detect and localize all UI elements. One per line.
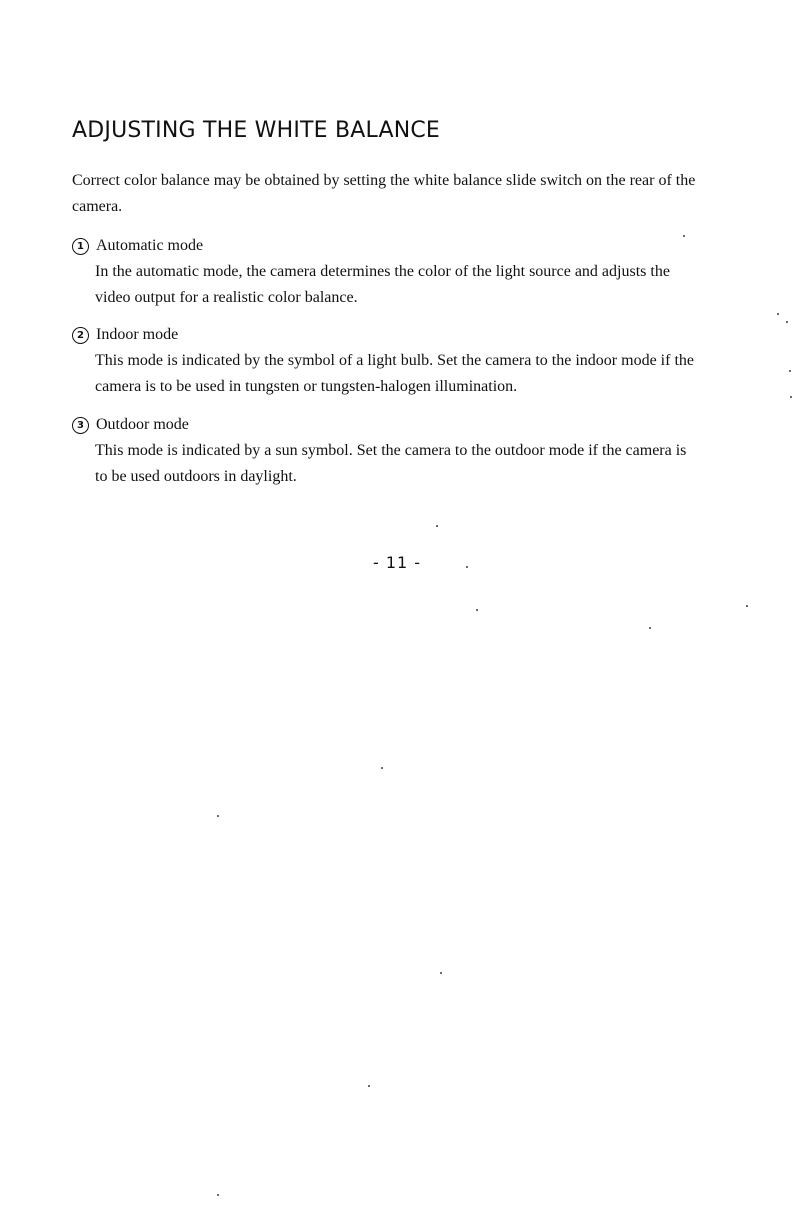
scan-speck — [786, 321, 788, 323]
scan-speck — [440, 972, 442, 974]
scan-speck — [368, 1085, 370, 1087]
scan-speck — [789, 370, 791, 372]
mode-item-indoor — [72, 323, 702, 400]
scan-speck — [381, 767, 383, 769]
scan-speck — [790, 396, 792, 398]
mode-description: This mode is indicated by a sun symbol. Set the camera to the outdoor mode if the camera is to be used outdoors in daylight. — [95, 442, 687, 485]
mode-description: This mode is indicated by the symbol of a light bulb. Set the camera to the indoor mode if the camera is to be used in tungsten or tungsten-halogen illumination. — [95, 352, 694, 395]
mode-title: Indoor mode — [96, 326, 179, 343]
scan-speck — [649, 627, 651, 629]
circled-number-1: 1 — [72, 238, 89, 255]
scan-speck — [436, 525, 438, 527]
scan-speck — [217, 815, 219, 817]
scan-speck — [746, 605, 748, 607]
mode-title-row — [72, 234, 702, 258]
scan-speck — [683, 235, 685, 237]
circled-number-3: 3 — [72, 417, 89, 434]
scan-speck — [476, 609, 478, 611]
scan-speck — [217, 1194, 219, 1196]
mode-title: Automatic mode — [96, 237, 204, 254]
mode-title-row — [72, 413, 702, 437]
mode-title: Outdoor mode — [96, 416, 189, 433]
mode-title-row — [72, 323, 702, 347]
mode-description: In the automatic mode, the camera determines the color of the light source and adjusts the video output for a realistic color balance. — [95, 263, 670, 306]
scan-speck — [466, 566, 468, 568]
mode-item-outdoor — [72, 413, 702, 490]
page-title: ADJUSTING THE WHITE BALANCE — [72, 118, 441, 143]
mode-item-automatic — [72, 234, 702, 311]
intro-paragraph: Correct color balance may be obtained by setting the white balance slide switch on the rear of the camera. — [72, 172, 696, 215]
page-number: - 11 - — [372, 553, 422, 572]
circled-number-2: 2 — [72, 327, 89, 344]
scan-speck — [777, 313, 779, 315]
